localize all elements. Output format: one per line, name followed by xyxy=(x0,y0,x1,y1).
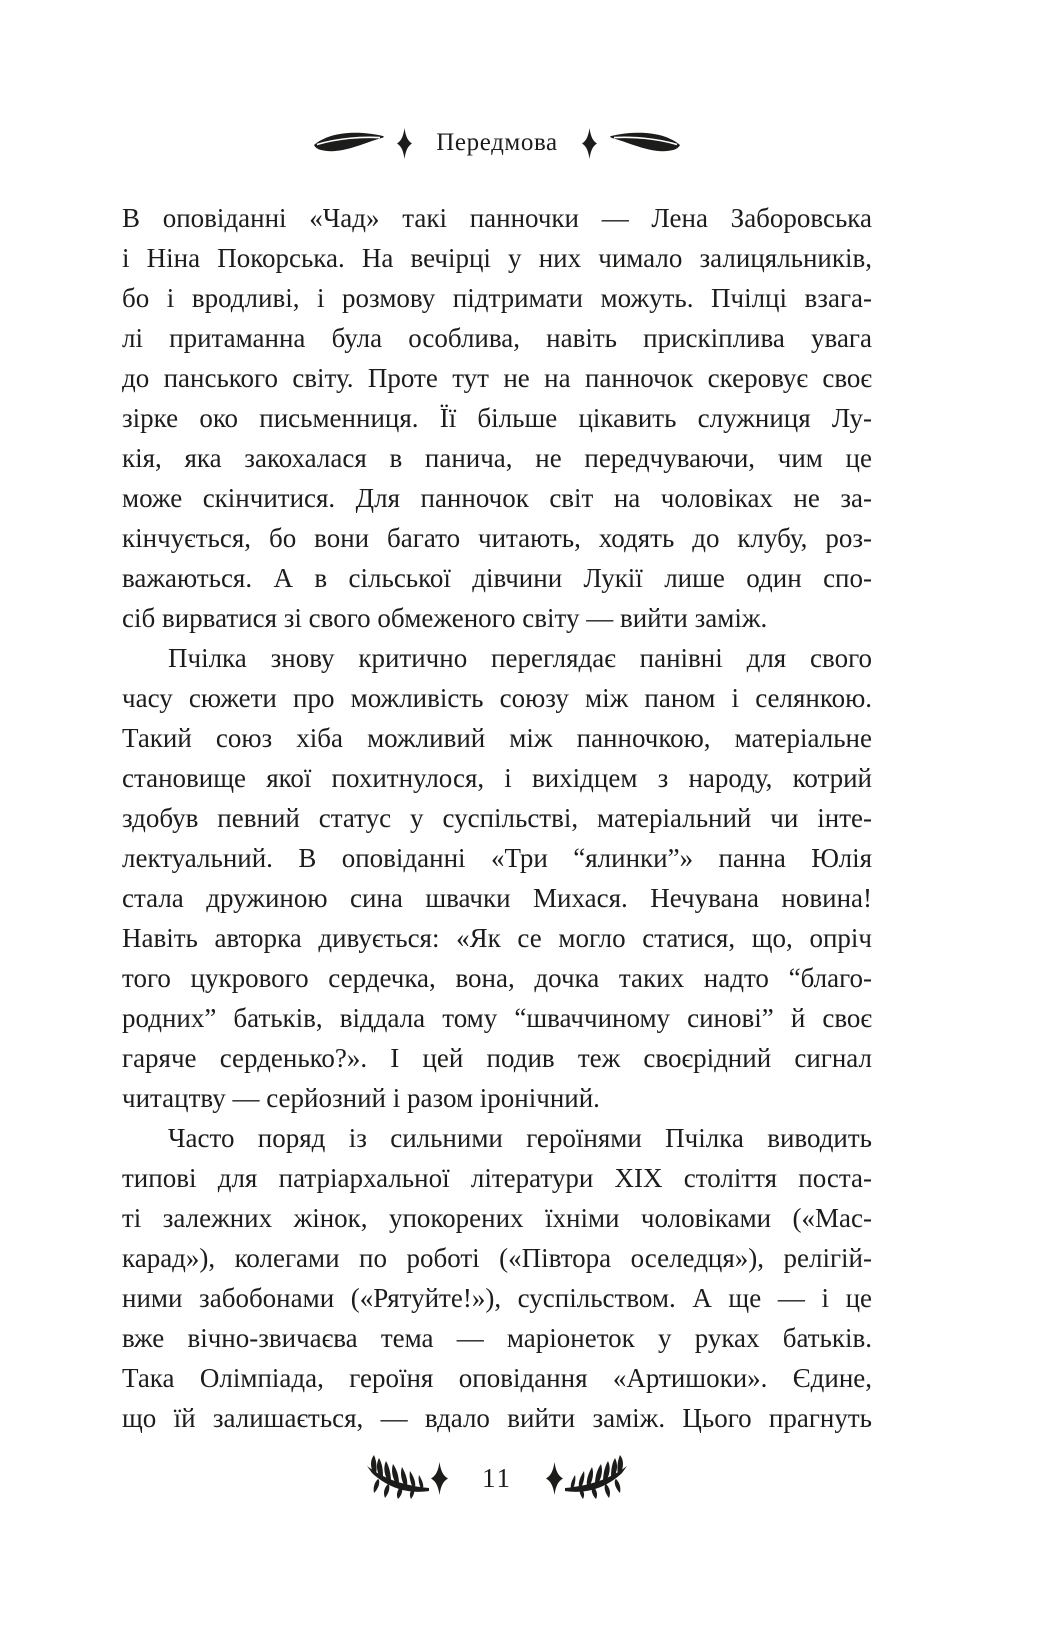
leaf-ornament-icon xyxy=(609,129,681,157)
page-footer xyxy=(122,1452,872,1504)
text-line: лі притаманна була особлива, навіть прискіплива увага xyxy=(122,323,872,353)
four-pointed-star-icon xyxy=(546,1462,563,1495)
page-number: 11 xyxy=(482,1462,512,1493)
text-line: В оповіданні «Чад» такі панночки — Лена Заборовська xyxy=(122,203,872,233)
text-line: Такий союз хіба можливий між панночкою, матеріальне xyxy=(122,723,872,753)
text-line: Навіть авторка дивується: «Як се могло статися, що, опріч xyxy=(122,923,872,953)
four-pointed-star-icon xyxy=(582,128,597,159)
text-line: може скінчитися. Для панночок світ на чоловіках не за- xyxy=(122,483,872,513)
body-text xyxy=(122,198,872,1438)
text-line: Часто поряд із сильними героїнями Пчілка виводить xyxy=(168,1123,872,1153)
four-pointed-star-icon xyxy=(397,128,412,159)
chapter-header xyxy=(122,124,872,162)
fern-branch-ornament-icon xyxy=(563,1454,629,1502)
text-line: стала дружиною сина швачки Михася. Нечувана новина! xyxy=(122,883,872,913)
text-line: становище якої похитнулося, і вихідцем з народу, котрий xyxy=(122,763,872,793)
text-line: важаються. А в сільської дівчини Лукії лише один спо- xyxy=(122,563,872,593)
text-line: до панського світу. Проте тут не на панночок скеровує своє xyxy=(122,363,872,393)
text-line: того цукрового сердечка, вона, дочка таких надто “благо- xyxy=(122,963,872,993)
text-line: гаряче серденько?». І цей подив теж своєрідний сигнал xyxy=(122,1043,872,1073)
text-line: ними забобонами («Рятуйте!»), суспільством. А ще — і це xyxy=(122,1283,872,1313)
text-line: кія, яка закохалася в панича, не передчуваючи, чим це xyxy=(122,443,872,473)
text-line: читацтву — серйозний і разом іронічний. xyxy=(122,1083,600,1113)
text-line: що їй залишається, — вдало вийти заміж. Цього прагнуть xyxy=(122,1403,872,1433)
text-line: кінчується, бо вони багато читають, ходять до клубу, роз- xyxy=(122,523,872,553)
text-line: бо і вродливі, і розмову підтримати можуть. Пчілці взага- xyxy=(122,283,872,313)
text-line: і Ніна Покорська. На вечірці у них чимало залицяльників, xyxy=(122,243,872,273)
page-title: Передмова xyxy=(436,129,558,156)
text-line: здобув певний статус у суспільстві, матеріальний чи інте- xyxy=(122,803,872,833)
text-line: карад»), колегами по роботі («Півтора оселедця»), релігій- xyxy=(122,1243,872,1273)
fern-branch-ornament-icon xyxy=(365,1454,431,1502)
text-line: Пчілка знову критично переглядає панівні для свого xyxy=(168,643,872,673)
text-line: сіб вирватися зі свого обмеженого світу — вийти заміж. xyxy=(122,603,768,633)
four-pointed-star-icon xyxy=(431,1462,448,1495)
text-line: вже вічно-звичаєва тема — маріонеток у руках батьків. xyxy=(122,1323,872,1353)
leaf-ornament-icon xyxy=(313,129,385,157)
text-line: родних” батьків, віддала тому “шваччиному синові” й своє xyxy=(122,1003,872,1033)
text-line: Така Олімпіада, героїня оповідання «Артишоки». Єдине, xyxy=(122,1363,872,1393)
text-line: лектуальний. В оповіданні «Три “ялинки”» панна Юлія xyxy=(122,843,872,873)
text-line: часу сюжети про можливість союзу між паном і селянкою. xyxy=(122,683,872,713)
text-line: зірке око письменниця. Її більше цікавить служниця Лу- xyxy=(122,403,872,433)
text-line: ті залежних жінок, упокорених їхніми чоловіками («Мас- xyxy=(122,1203,872,1233)
text-line: типові для патріархальної літератури XIX століття поста- xyxy=(122,1163,872,1193)
